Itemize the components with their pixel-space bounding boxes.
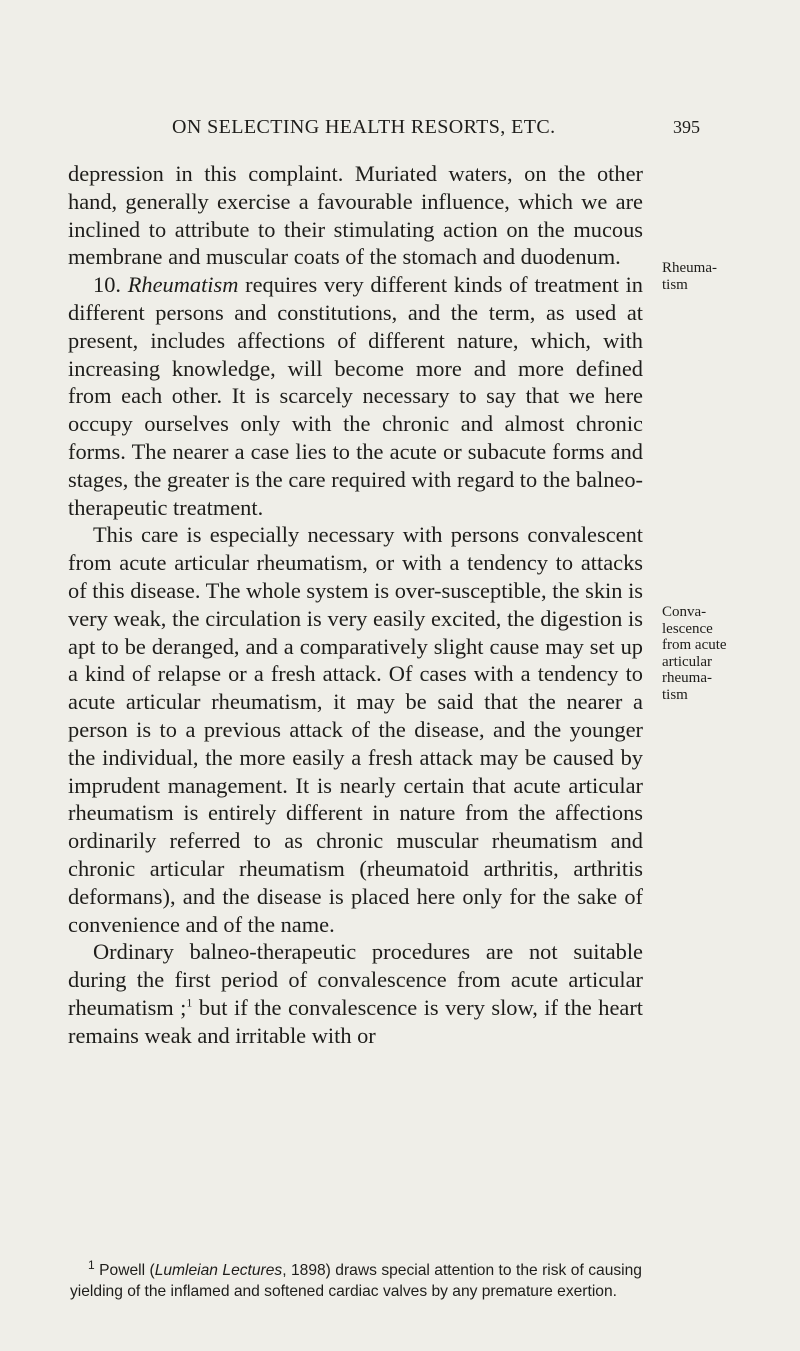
section-number: 10. [93,272,121,298]
margin-note-rheumatism: Rheuma- tism [662,260,717,293]
footnote-text: , 1898) draws special attention to the risk of causing yielding of the inflamed and softened cardiac valves by any premature exertion. [70,1262,642,1300]
footnote-author: Powell ( [99,1262,155,1279]
main-text [68,160,643,1050]
paragraph-2-text: requires very different kinds of treatment in different persons and constitutions, and the term, as used at present, includes affections of different nature, which, with increasing knowledge, will become more and more defined from each other. It is scarcely necessary to say that we here occupy ourselves only with the chronic and almost chronic forms. The nearer a case lies to the acute or subacute forms and stages, the greater is the care required with regard to the balneo-therapeutic treatment. [68,272,643,520]
footnote-reference: 1 [186,995,193,1010]
paragraph-4-text-b: but if the convalescence is very slow, if the heart remains weak and irritable with or [68,994,643,1048]
paragraph-1: depression in this complaint. Muriated waters, on the other hand, generally exercise a favourable influence, which we are inclined to attribute to their stimulating action on the mucous membrane and muscular coats of the stomach and duodenum. [68,161,643,270]
running-head-title: ON SELECTING HEALTH RESORTS, ETC. [172,116,556,138]
section-term: Rheumatism [127,272,239,298]
margin-note-convalescence: Conva- lescence from acute articular rheuma- tism [662,604,727,703]
running-head [0,116,800,146]
paragraph-4-text-a: Ordinary balneo-therapeutic procedures are not suitable during the first period of convalescence from acute articular rheumatism ; [68,939,643,1020]
paragraph-3: This care is especially necessary with persons convalescent from acute articular rheumatism, or with a tendency to attacks of this disease. The whole system is over-susceptible, the skin is very weak, the circulation is very easily excited, the digestion is apt to be deranged, and a comparatively slight cause may set up a kind of relapse or a fresh attack. Of cases with a tendency to acute articular rheumatism, it may be said that the nearer a person is to a previous attack of the disease, and the younger the individual, the more easily a fresh attack may be caused by imprudent management. It is nearly certain that acute articular rheumatism is entirely different in nature from the affections ordinarily referred to as chronic muscular rheumatism and chronic articular rheumatism (rheumatoid arthritis, arthritis deformans), and the disease is placed here only for the sake of convenience and of the name. [68,522,643,937]
footnote [70,1257,642,1302]
paragraph-4 [68,938,643,1049]
page-number: 395 [673,117,700,137]
footnote-marker: 1 [88,1257,95,1272]
paragraph-2 [68,271,643,521]
footnote-work: Lumleian Lectures [154,1262,283,1279]
